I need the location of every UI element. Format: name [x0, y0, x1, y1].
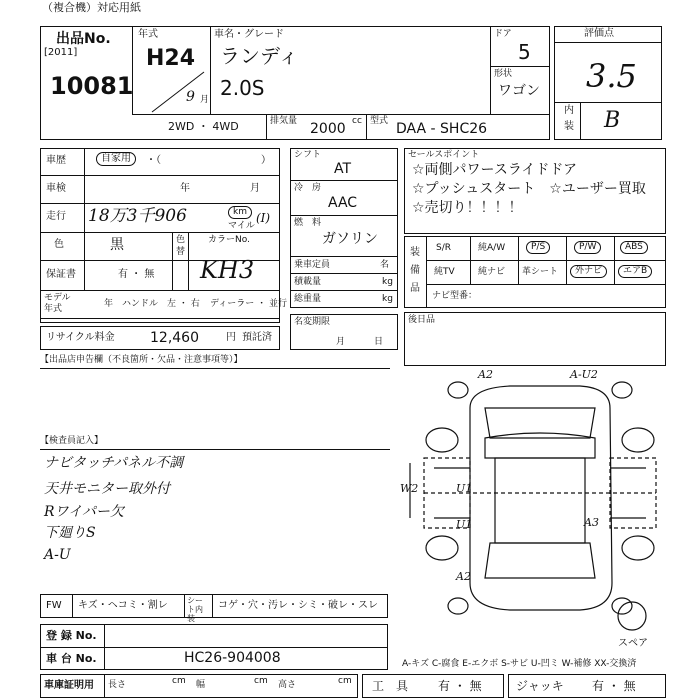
model-grade: 2.0S — [220, 76, 265, 100]
car-damage-diagram — [400, 368, 700, 658]
diagram-mark-a3: A3 — [584, 516, 599, 529]
warranty-options: 有 ・ 無 — [118, 269, 155, 280]
chassis-label: 車 台 No. — [46, 652, 97, 665]
diagram-mark-au2: A-U2 — [570, 368, 598, 381]
equipment-label-1: 装 — [410, 247, 420, 258]
diagram-mark-u1-a: U1 — [456, 482, 473, 495]
capacity-row-3: 総重量 — [294, 294, 322, 304]
certificate-cm-3: cm — [338, 676, 352, 686]
diagram-mark-u1-b: U1 — [456, 518, 473, 531]
equip-airbag: エアB — [618, 265, 652, 278]
color-label: 色 — [54, 239, 64, 250]
inspection-year: 年 — [180, 183, 190, 194]
form-header: （複合機）対応用紙 — [42, 1, 141, 14]
history-label: 車歴 — [46, 155, 66, 166]
fw-text-1: キズ・ヘコミ・割レ — [78, 600, 168, 611]
equip-ext-navi: 外ナビ — [570, 265, 607, 278]
displacement-unit: cc — [352, 116, 362, 126]
mileage-value: 18万3千906 — [88, 206, 187, 226]
certificate-length: 長さ — [108, 680, 127, 690]
color-change-label-1: 色 — [176, 235, 186, 245]
aircon-value: AAC — [328, 195, 358, 211]
equip-aw: 純A/W — [478, 243, 506, 253]
sales-point-line-2: ☆プッシュスタート ☆ユーザー買取 — [412, 181, 646, 197]
nenshiki-month: 9 — [186, 89, 195, 105]
color-code-label: カラーNo. — [208, 235, 250, 245]
equipment-label-2: 備 — [410, 265, 420, 276]
equip-ps: P/S — [526, 241, 550, 254]
model-code-value: DAA - SHC26 — [396, 121, 488, 137]
fw-text-2: コゲ・穴・汚レ・シミ・破レ・スレ — [218, 600, 378, 611]
equip-tv: 純TV — [434, 267, 455, 277]
doors-label: ドア — [494, 29, 512, 39]
recycle-value: 12,460 — [150, 330, 199, 346]
name-change-month: 月 — [336, 337, 346, 347]
name-change-day: 日 — [374, 337, 384, 347]
inspector-line-4: 下廻りS — [44, 525, 96, 541]
interior-label-1: 内 — [564, 105, 574, 116]
lot-year-tag: [2011] — [44, 47, 78, 58]
equip-leather: 革シート — [522, 267, 559, 277]
nenshiki-year: H24 — [146, 46, 196, 71]
fuel-value: ガソリン — [322, 231, 378, 247]
inspector-line-1: ナビタッチパネル不調 — [44, 455, 184, 471]
certificate-cm-1: cm — [172, 676, 186, 686]
damage-legend: A-キズ C-腐食 E-エクボ S-サビ U-凹ミ W-補修 XX-交換済 — [402, 659, 637, 669]
score-label: 評価点 — [584, 28, 614, 39]
interior-label-2: 装 — [564, 121, 574, 132]
spare-label: スペア — [618, 638, 648, 649]
sales-point-label: セールスポイント — [408, 150, 480, 160]
body-type-value: ワゴン — [498, 83, 540, 99]
chassis-value: HC26-904008 — [184, 650, 281, 666]
inspector-label: 【検査員記入】 — [40, 436, 104, 446]
jack-label: ジャッキ — [516, 679, 564, 693]
registration-label: 登 録 No. — [46, 629, 97, 642]
capacity-unit-3: kg — [382, 294, 393, 304]
doors-value: 5 — [518, 40, 531, 64]
sales-point-line-3: ☆売切り！！！！ — [412, 200, 523, 216]
inspector-line-2: 天井モニター取外付 — [44, 481, 170, 497]
mileage-mile: マイル — [228, 221, 255, 231]
lot-label: 出品No. — [56, 31, 111, 47]
equip-nav-model: ナビ型番： — [432, 291, 478, 301]
displacement-value: 2000 — [310, 121, 346, 137]
jack-options: 有 ・ 無 — [592, 679, 636, 693]
diagram-mark-w2: W2 — [400, 482, 419, 495]
displacement-label: 排気量 — [270, 116, 298, 126]
declaration-label: 【出品店申告欄（不良箇所・欠品・注意事項等）】 — [40, 355, 243, 365]
model-year-label-1: モデル — [44, 293, 71, 303]
post-notes-label: 後日品 — [408, 315, 436, 325]
nenshiki-label: 年式 — [138, 29, 158, 40]
capacity-unit-1: 名 — [380, 260, 390, 270]
color-change-label-2: 替 — [176, 247, 186, 257]
diagram-mark-a2-top: A2 — [478, 368, 493, 381]
certificate-label: 車庫証明用 — [44, 680, 94, 691]
nenshiki-month-unit: 月 — [200, 95, 210, 105]
drive-label: 2WD ・ 4WD — [168, 120, 239, 133]
inspection-month: 月 — [250, 183, 260, 194]
recycle-note: 預託済 — [242, 332, 272, 343]
equip-pw: P/W — [574, 241, 601, 254]
name-change-label: 名変期限 — [294, 317, 331, 327]
aircon-label: 冷 房 — [294, 183, 322, 193]
equip-sr: S/R — [436, 243, 451, 253]
equipment-label-3: 品 — [410, 283, 420, 294]
tools-label: 工 具 — [372, 679, 409, 693]
mileage-km: km — [228, 206, 252, 219]
color-code: KH3 — [200, 256, 255, 284]
capacity-unit-2: kg — [382, 277, 393, 287]
inspector-line-5: A-U — [44, 547, 71, 563]
mileage-label: 走行 — [46, 211, 66, 222]
model-name: ランディ — [220, 44, 299, 68]
mileage-suffix: (I) — [256, 211, 271, 225]
lot-number: 10081 — [50, 72, 134, 100]
fw-cell: シート内装 — [187, 596, 203, 623]
recycle-label: リサイクル料金 — [46, 332, 115, 343]
sales-point-line-1: ☆両側パワースライドドア — [412, 162, 578, 178]
score-value: 3.5 — [586, 57, 637, 95]
diagonal-divider — [150, 70, 206, 114]
equip-navi: 純ナビ — [478, 267, 506, 277]
inspector-line-3: Rワイパー欠 — [44, 504, 124, 520]
history-rest: ・（ ） — [146, 155, 271, 166]
certificate-height: 高さ — [278, 680, 297, 690]
model-code-label: 型式 — [370, 116, 389, 126]
shift-label: シフト — [294, 150, 322, 160]
capacity-row-2: 積載量 — [294, 277, 322, 287]
shift-value: AT — [334, 161, 352, 177]
model-year-year: 年 — [104, 299, 114, 309]
recycle-unit: 円 — [226, 332, 236, 343]
capacity-row-1: 乗車定員 — [294, 260, 331, 270]
inspection-label: 車検 — [46, 183, 66, 194]
certificate-cm-2: cm — [254, 676, 268, 686]
fw-label: FW — [46, 600, 62, 611]
post-notes-box — [404, 312, 666, 366]
model-label: 車名・グレード — [214, 29, 284, 40]
certificate-width: 幅 — [196, 680, 206, 690]
history-value: 自家用 — [96, 152, 136, 166]
fuel-label: 燃 料 — [294, 218, 322, 228]
model-year-handle: ハンドル 左 ・ 右 — [122, 299, 200, 309]
interior-value: B — [604, 108, 621, 133]
tools-options: 有 ・ 無 — [438, 679, 482, 693]
model-year-dealer: ディーラー ・ 並行 — [210, 299, 288, 309]
diagram-mark-a2-bottom: A2 — [456, 570, 471, 583]
body-type-label: 形状 — [494, 69, 513, 79]
equip-abs: ABS — [620, 241, 648, 254]
warranty-label: 保証書 — [46, 269, 76, 280]
color-value: 黒 — [110, 237, 124, 253]
model-year-label-2: 年式 — [44, 304, 63, 314]
